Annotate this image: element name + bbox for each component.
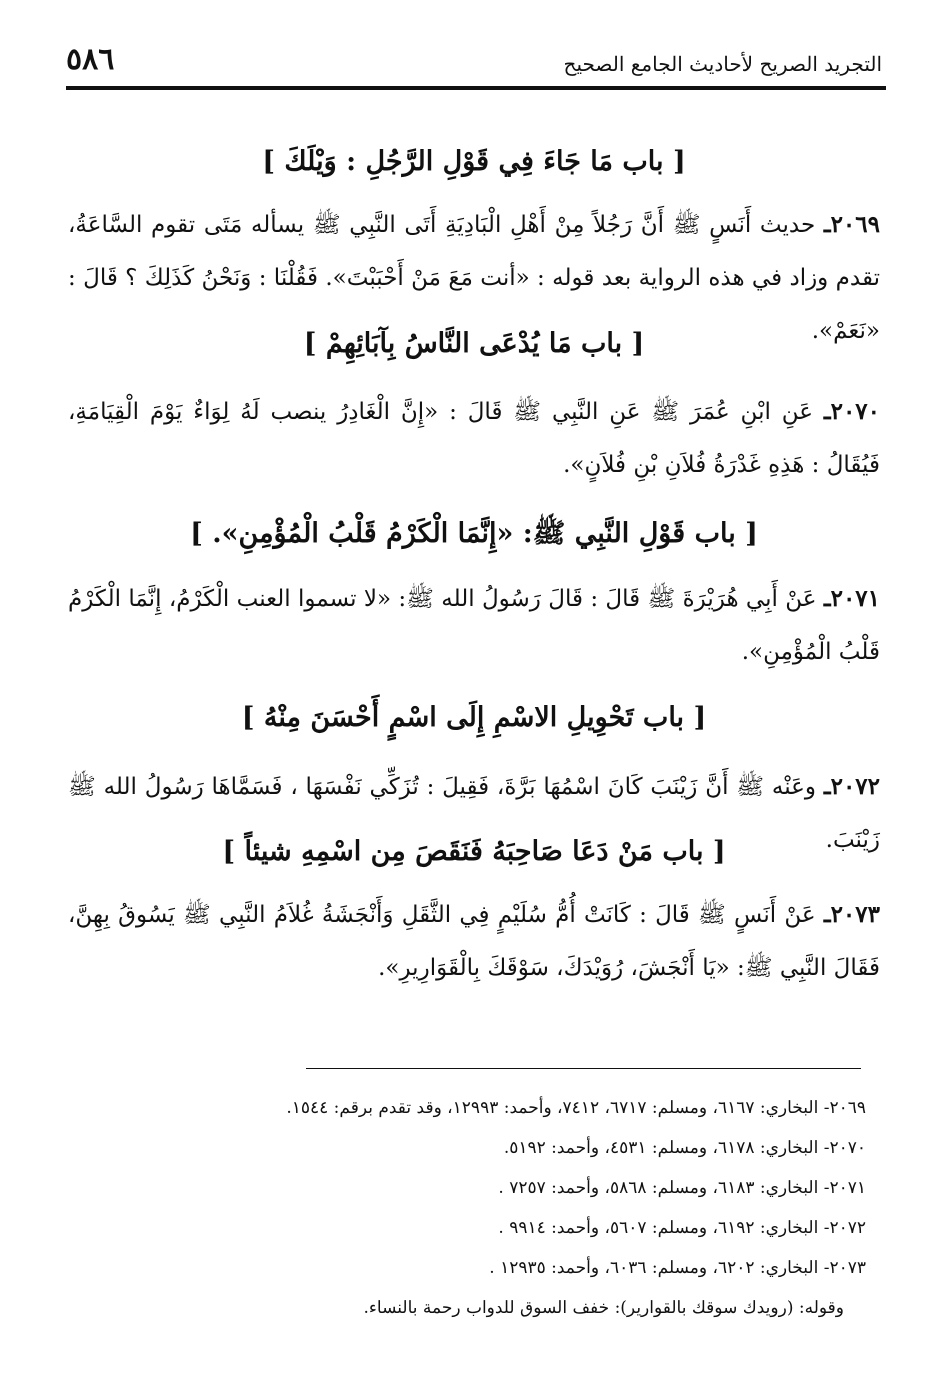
footnote-line: وقوله: (رويدك سوقك بالقوارير): خفف السوق للدواب رحمة بالنساء. <box>363 1298 844 1318</box>
chapter-heading: [ باب قَوْلِ النَّبِي ﷺ: «إِنَّمَا الْكَرْمُ قَلْبُ الْمُؤْمِنِ». ] <box>190 518 758 549</box>
hadith-number: ٢٠٧٠ـ <box>823 398 881 425</box>
hadith-paragraph <box>68 888 880 995</box>
hadith-text: حديث أَنَسٍ ﷺ أَنَّ رَجُلاً مِنْ أَهْلِ الْبَادِيَةِ أَتَى النَّبِي ﷺ يسأله مَتَى تقوم السَّاعَةُ، تقدم وزاد في هذه الرواية بعد قوله : «أنت مَعَ مَنْ أَحْبَبْتَ». فَقُلْنَا : وَنَحْنُ كَذَلِكَ ؟ قَالَ : «نَعَمْ». <box>68 212 880 344</box>
chapter-heading: [ باب تَحْوِيلِ الاسْمِ إِلَى اسْمٍ أَحْسَنَ مِنْهُ ] <box>241 702 707 733</box>
footnote-line: ٢٠٦٩- البخاري: ٦١٦٧، ومسلم: ٦٧١٧، ٧٤١٢، وأحمد: ١٢٩٩٣، وقد تقدم برقم: ١٥٤٤. <box>286 1098 866 1118</box>
hadith-text: عَنِ ابْنِ عُمَرَ ﷺ عَنِ النَّبِي ﷺ قَالَ : «إِنَّ الْغَادِرُ ينصب لَهُ لِوَاءٌ يَوْمَ الْقِيَامَةِ، فَيُقَالُ : هَذِهِ غَدْرَةُ فُلاَنِ بْنِ فُلاَنٍ». <box>68 399 880 478</box>
hadith-number: ٢٠٧٣ـ <box>823 901 880 928</box>
footnote-line: ٢٠٧٣- البخاري: ٦٢٠٢، ومسلم: ٦٠٣٦، وأحمد: ١٢٩٣٥ . <box>489 1258 866 1278</box>
hadith-text: وعَنْه ﷺ أَنَّ زَيْنَبَ كَانَ اسْمُهَا بَرَّةَ، فَقِيلَ : تُزَكِّي نَفْسَهَا ، فَسَمَّاهَا رَسُولُ الله ﷺ زَيْنَبَ. <box>68 774 880 853</box>
hadith-paragraph <box>68 385 880 492</box>
chapter-heading: [ باب مَنْ دَعَا صَاحِبَهُ فَنَقَصَ مِن اسْمِهِ شيئاً ] <box>222 836 726 867</box>
footnotes <box>150 1088 866 1328</box>
footnote-line: ٢٠٧١- البخاري: ٦١٨٣، ومسلم: ٥٨٦٨، وأحمد: ٧٢٥٧ . <box>498 1178 866 1198</box>
page-header <box>66 40 886 90</box>
footnote-divider <box>306 1068 861 1069</box>
hadith-number: ٢٠٧١ـ <box>823 585 881 612</box>
footnote-line: ٢٠٧٢- البخاري: ٦١٩٢، ومسلم: ٥٦٠٧، وأحمد: ٩٩١٤ . <box>498 1218 866 1238</box>
hadith-number: ٢٠٧٢ـ <box>823 773 881 800</box>
hadith-text: عَنْ أَنَسٍ ﷺ قَالَ : كَانَتْ أُمُّ سُلَيْمٍ فِي الثَّقَلِ وَأَنْجَشَةُ غُلاَمُ النَّبِي ﷺ يَسُوقُ بِهِنَّ، فَقَالَ النَّبِي ﷺ: «يَا أَنْجَشَ، رُوَيْدَكَ، سَوْقَكَ بِالْقَوَارِيرِ». <box>68 902 880 981</box>
page-number: ٥٨٦ <box>66 42 115 77</box>
hadith-text: عَنْ أَبِي هُرَيْرَةَ ﷺ قَالَ : قَالَ رَسُولُ الله ﷺ: «لا تسموا العنب الْكَرْمُ، إِنَّمَا الْكَرْمُ قَلْبُ الْمُؤْمِنِ». <box>68 586 880 665</box>
chapter-heading: [ باب مَا جَاءَ فِي قَوْلِ الرَّجُلِ : وَيْلَكَ ] <box>262 146 686 177</box>
hadith-paragraph <box>68 572 880 679</box>
hadith-number: ٢٠٦٩ـ <box>823 211 880 238</box>
chapter-heading: [ باب مَا يُدْعَى النَّاسُ بِآبَائِهِمْ ] <box>303 328 645 359</box>
footnote-line: ٢٠٧٠- البخاري: ٦١٧٨، ومسلم: ٤٥٣١، وأحمد: ٥١٩٢. <box>503 1138 866 1158</box>
running-title: التجريد الصريح لأحاديث الجامع الصحيح <box>563 52 882 76</box>
